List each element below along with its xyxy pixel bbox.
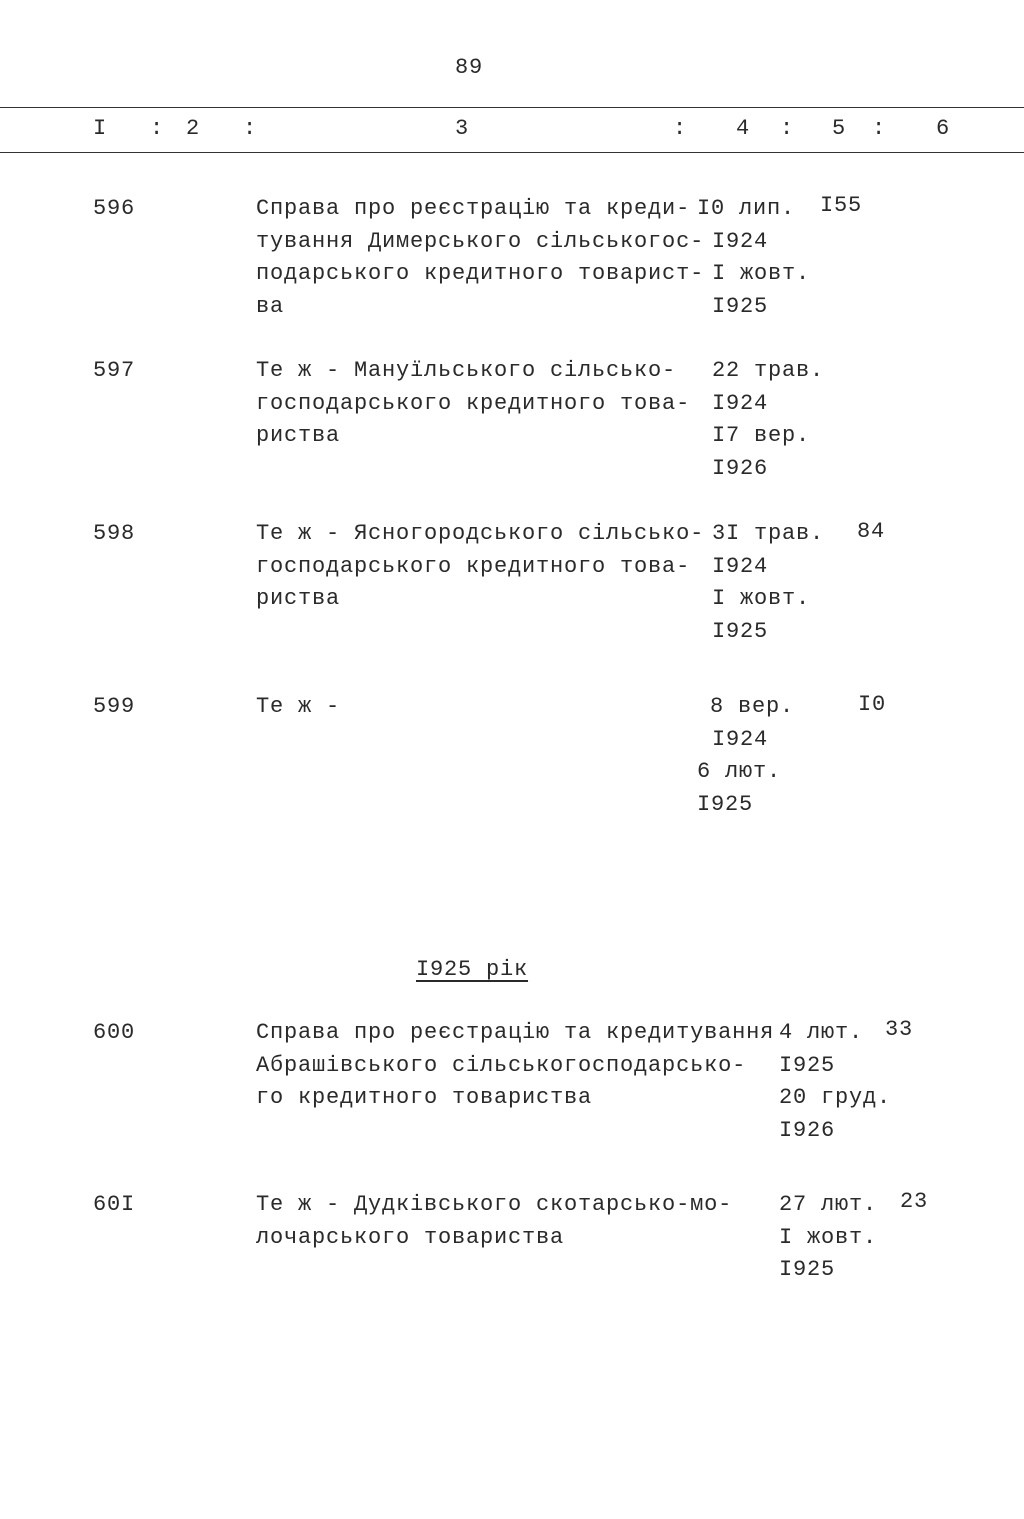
entry-description-line: Те ж - Дудківського скотарсько-мо- (256, 1192, 733, 1217)
entry-date-line: I924 (712, 726, 769, 752)
entry-description-line: риства (256, 423, 341, 448)
entry-sheet-count: 23 (900, 1189, 929, 1214)
entry-description-line: подарського кредитного товарист- (256, 261, 705, 286)
entry-description-line: господарського кредитного това- (256, 553, 691, 579)
column-separator: : (673, 116, 688, 141)
header-bottom-rule (0, 152, 1024, 153)
entry-sheet-count: 84 (857, 519, 886, 544)
entry-date-line: 20 груд. (779, 1085, 892, 1110)
entry-date-line: I жовт. (779, 1224, 878, 1250)
entry-date-line: 4 лют. (779, 1020, 864, 1045)
entry-description-line: Те ж - Ясногородського сільсько- (256, 521, 705, 546)
column-header-label: 4 (736, 116, 751, 141)
entry-description-line: го кредитного товариства (256, 1085, 593, 1110)
entry-number: 597 (93, 358, 136, 383)
entry-number: 60I (93, 1192, 136, 1217)
entry-sheet-count: I55 (820, 193, 863, 218)
column-separator: : (243, 116, 258, 141)
entry-description-line: ва (256, 293, 285, 319)
entry-description-line: господарського кредитного това- (256, 390, 691, 416)
entry-date-line: I926 (779, 1117, 836, 1143)
column-header-label: 6 (936, 116, 951, 141)
entry-number: 598 (93, 521, 136, 546)
entry-date-line: I жовт. (712, 586, 811, 611)
entry-date-line: I924 (712, 553, 769, 579)
column-separator: : (872, 116, 887, 141)
entry-description-line: Справа про реєстрацію та креди- (256, 196, 691, 221)
header-top-rule (0, 107, 1024, 108)
entry-date-line: I924 (712, 390, 769, 416)
entry-date-line: I925 (712, 293, 769, 319)
entry-date-line: I925 (697, 791, 754, 817)
column-separator: : (780, 116, 795, 141)
entry-date-line: 22 трав. (712, 358, 825, 383)
entry-description-line: тування Димерського сільськогос- (256, 228, 705, 254)
entry-date-line: I925 (779, 1257, 836, 1282)
entry-number: 599 (93, 694, 136, 719)
page-number: 89 (455, 55, 484, 80)
entry-date-line: I925 (712, 618, 769, 644)
section-title: I925 рік (416, 957, 529, 982)
entry-description-line: Абрашівського сільськогосподарсько- (256, 1052, 747, 1078)
column-header-label: 2 (186, 116, 201, 141)
entry-description-line: Справа про реєстрацію та кредитування (256, 1020, 775, 1045)
entry-date-line: I7 вер. (712, 423, 811, 448)
entry-date-line: 6 лют. (697, 759, 782, 784)
entry-description-line: лочарського товариства (256, 1224, 565, 1250)
column-header-label: 5 (832, 116, 847, 141)
entry-date-line: 27 лют. (779, 1192, 878, 1217)
entry-description-line: Те ж - (256, 694, 341, 719)
entry-date-line: I жовт. (712, 261, 811, 286)
entry-date-line: 8 вер. (710, 694, 795, 719)
entry-number: 600 (93, 1020, 136, 1045)
entry-date-line: I926 (712, 455, 769, 481)
entry-description-line: риства (256, 586, 341, 611)
column-header-label: I (93, 116, 108, 141)
entry-date-line: I925 (779, 1052, 836, 1078)
column-header-label: 3 (455, 116, 470, 141)
entry-date-line: 3I трав. (712, 521, 825, 546)
entry-sheet-count: I0 (858, 692, 887, 717)
entry-sheet-count: 33 (885, 1017, 914, 1042)
entry-date-line: I924 (712, 228, 769, 254)
entry-number: 596 (93, 196, 136, 221)
entry-date-line: I0 лип. (697, 196, 796, 221)
entry-description-line: Те ж - Мануїльського сільсько- (256, 358, 677, 383)
column-separator: : (150, 116, 165, 141)
